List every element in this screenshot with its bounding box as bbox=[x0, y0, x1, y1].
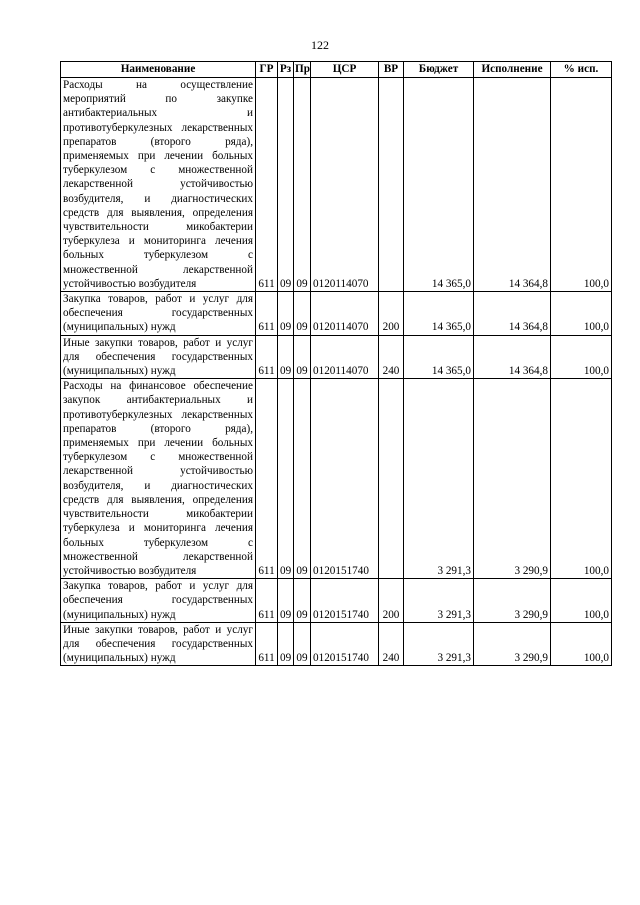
row-vr: 240 bbox=[379, 335, 404, 379]
row-pct: 100,0 bbox=[551, 579, 612, 623]
row-pct: 100,0 bbox=[551, 292, 612, 336]
row-gr: 611 bbox=[256, 379, 278, 579]
row-pr: 09 bbox=[294, 622, 311, 666]
row-csr: 0120151740 bbox=[311, 622, 379, 666]
row-pr: 09 bbox=[294, 335, 311, 379]
header-rz: Рз bbox=[278, 62, 294, 78]
row-budget: 3 291,3 bbox=[404, 622, 474, 666]
row-execution: 14 364,8 bbox=[474, 78, 551, 292]
table-row bbox=[61, 379, 612, 579]
row-budget: 14 365,0 bbox=[404, 78, 474, 292]
row-gr: 611 bbox=[256, 78, 278, 292]
row-vr: 240 bbox=[379, 622, 404, 666]
row-csr: 0120151740 bbox=[311, 379, 379, 579]
header-pr: Пр bbox=[294, 62, 311, 78]
row-pr: 09 bbox=[294, 379, 311, 579]
row-budget: 14 365,0 bbox=[404, 335, 474, 379]
row-execution: 3 290,9 bbox=[474, 622, 551, 666]
row-pr: 09 bbox=[294, 579, 311, 623]
row-csr: 0120114070 bbox=[311, 335, 379, 379]
row-pr: 09 bbox=[294, 292, 311, 336]
header-budget: Бюджет bbox=[404, 62, 474, 78]
row-execution: 3 290,9 bbox=[474, 379, 551, 579]
row-pct: 100,0 bbox=[551, 622, 612, 666]
table-row bbox=[61, 579, 612, 623]
row-name: Расходы на осуществление мероприятий по закупке антибактериальных и противотуберкулезных лекарственных препаратов (второго ряда), применяемых при лечении больных туберкулезом с множественной лекарственной устойчивостью возбудителя, и диагностических средств для выявления, определения чувствительности микобактерии туберкулеза и мониторинга лечения больных туберкулезом с множественной лекарственной устойчивостью возбудителя bbox=[61, 78, 256, 292]
row-name: Расходы на финансовое обеспечение закупок антибактериальных и противотуберкулезных лекарственных препаратов (второго ряда), применяемых при лечении больных туберкулезом с множественной лекарственной устойчивостью возбудителя, и диагностических средств для выявления, определения чувствительности микобактерии туберкулеза и мониторинга лечения больных туберкулезом с множественной лекарственной устойчивостью возбудителя bbox=[61, 379, 256, 579]
table-row bbox=[61, 335, 612, 379]
page-number: 122 bbox=[311, 38, 329, 52]
row-vr bbox=[379, 379, 404, 579]
table-row bbox=[61, 292, 612, 336]
table-row bbox=[61, 622, 612, 666]
row-budget: 3 291,3 bbox=[404, 579, 474, 623]
row-rz: 09 bbox=[278, 292, 294, 336]
row-name: Иные закупки товаров, работ и услуг для обеспечения государственных (муниципальных) нужд bbox=[61, 335, 256, 379]
header-execution: Исполнение bbox=[474, 62, 551, 78]
row-gr: 611 bbox=[256, 292, 278, 336]
row-vr: 200 bbox=[379, 292, 404, 336]
row-pct: 100,0 bbox=[551, 379, 612, 579]
row-csr: 0120114070 bbox=[311, 292, 379, 336]
budget-table bbox=[60, 61, 612, 666]
row-rz: 09 bbox=[278, 379, 294, 579]
row-pct: 100,0 bbox=[551, 335, 612, 379]
table-header-row bbox=[61, 62, 612, 78]
header-pct: % исп. bbox=[551, 62, 612, 78]
row-execution: 14 364,8 bbox=[474, 292, 551, 336]
row-rz: 09 bbox=[278, 579, 294, 623]
row-csr: 0120114070 bbox=[311, 78, 379, 292]
row-pct: 100,0 bbox=[551, 78, 612, 292]
row-execution: 14 364,8 bbox=[474, 335, 551, 379]
row-gr: 611 bbox=[256, 579, 278, 623]
row-name: Закупка товаров, работ и услуг для обеспечения государственных (муниципальных) нужд bbox=[61, 579, 256, 623]
header-name: Наименование bbox=[61, 62, 256, 78]
header-gr: ГР bbox=[256, 62, 278, 78]
row-vr bbox=[379, 78, 404, 292]
header-csr: ЦСР bbox=[311, 62, 379, 78]
table-row bbox=[61, 78, 612, 292]
row-budget: 3 291,3 bbox=[404, 379, 474, 579]
row-name: Закупка товаров, работ и услуг для обеспечения государственных (муниципальных) нужд bbox=[61, 292, 256, 336]
row-rz: 09 bbox=[278, 78, 294, 292]
row-pr: 09 bbox=[294, 78, 311, 292]
row-name: Иные закупки товаров, работ и услуг для обеспечения государственных (муниципальных) нужд bbox=[61, 622, 256, 666]
header-vr: ВР bbox=[379, 62, 404, 78]
row-gr: 611 bbox=[256, 335, 278, 379]
row-rz: 09 bbox=[278, 335, 294, 379]
row-budget: 14 365,0 bbox=[404, 292, 474, 336]
row-execution: 3 290,9 bbox=[474, 579, 551, 623]
row-vr: 200 bbox=[379, 579, 404, 623]
row-gr: 611 bbox=[256, 622, 278, 666]
row-csr: 0120151740 bbox=[311, 579, 379, 623]
row-rz: 09 bbox=[278, 622, 294, 666]
